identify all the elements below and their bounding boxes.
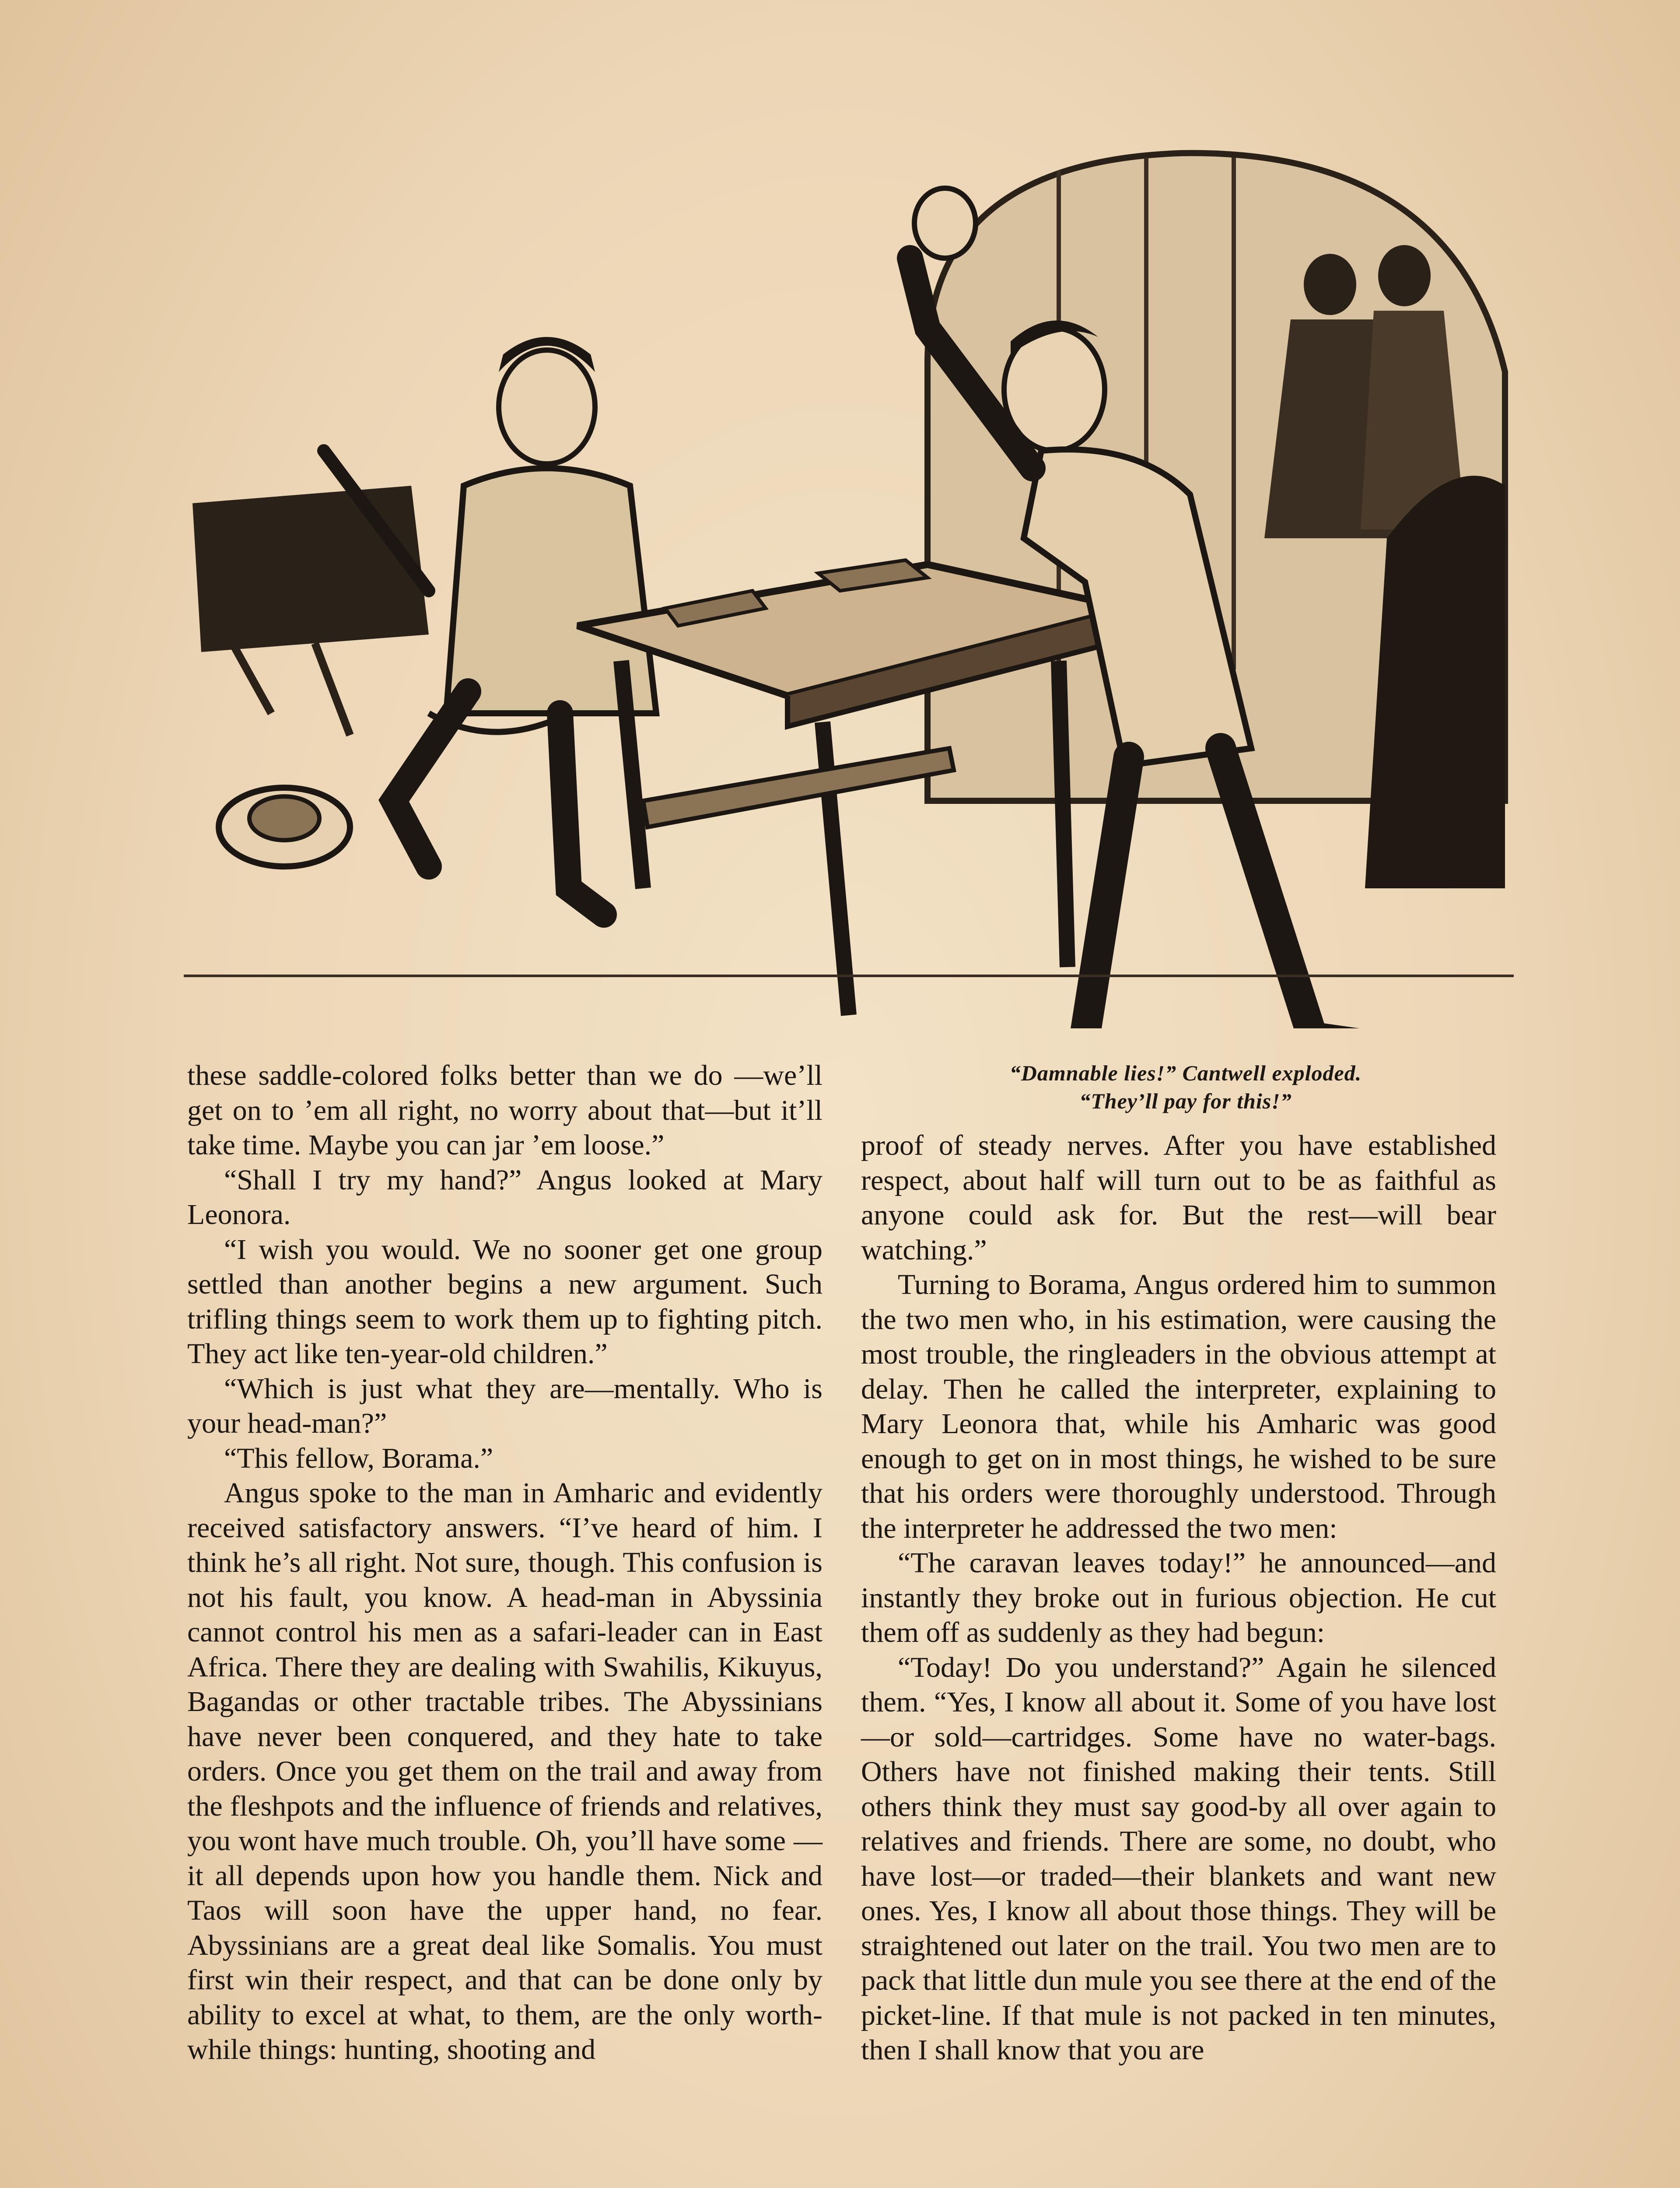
paragraph: “This fellow, Borama.” <box>224 1442 494 1474</box>
illustration-two-men-at-table-icon <box>184 144 1514 1028</box>
paragraph: “The caravan leaves today!” he announced—and instantly they broke out in furious objection. He cut them off as suddenly as they had begun: <box>861 1547 1496 1648</box>
caption-line-1: “Damnable lies!” Cantwell exploded. <box>1009 1061 1362 1085</box>
paragraph: “Which is just what they are—mentally. Who is your head-man?” <box>187 1372 822 1439</box>
illustration-caption <box>871 1059 1501 1115</box>
story-illustration <box>184 144 1514 1028</box>
paragraph: these saddle-colored folks better than we do —we’ll get on to ’em all right, no worry about that—but it’ll take time. Maybe you can jar ’em loose.” <box>187 1059 822 1161</box>
paragraph: Angus spoke to the man in Amharic and evidently received satisfactory answers. “I’ve heard of him. I think he’s all right. Not sure, though. This confusion is not his fault, you know. A head-man in Abyssinia cannot control his men as a safari-leader can in East Africa. There they are dealing with Swahilis, Kikuyus, Bagandas or other tractable tribes. The Abyssinians have never been conquered, and they hate to take orders. Once you get them on the trail and away from the fleshpots and the influence of friends and relatives, you wont have much trouble. Oh, you’ll have some —it all depends upon how you handle them. Nick and Taos will soon have the upper hand, no fear. Abyssinians are a great deal like Somalis. You must first win their respect, and that can be done only by ability to excel at what, to them, are the only worth-while things: hunting, shooting and <box>187 1477 822 2065</box>
paragraph: Turning to Borama, Angus ordered him to summon the two men who, in his estimation, were causing the most trouble, the ringleaders in the obvious attempt at delay. Then he called the interpreter, explaining to Mary Leonora that, while his Amharic was good enough to get on in most things, he wished to be sure that his orders were thoroughly understood. Through the interpreter he addressed the two men: <box>861 1269 1496 1544</box>
caption-line-2: “They’ll pay for this!” <box>1079 1089 1292 1113</box>
left-text-column <box>187 1058 822 2067</box>
right-text-column <box>861 1128 1496 2068</box>
paragraph: “Shall I try my hand?” Angus looked at Mary Leonora. <box>187 1164 822 1231</box>
paragraph: “I wish you would. We no sooner get one group settled than another begins a new argument. Such trifling things seem to work them up to fighting pitch. They act like ten-year-old children.” <box>187 1233 822 1370</box>
paragraph: “Today! Do you understand?” Again he silenced them. “Yes, I know all about it. Some of you have lost—or sold—cartridges. Some have no water-bags. Others have not finished making their tents. Still others think they must say good-by all over again to relatives and friends. There are some, no doubt, who have lost—or traded—their blankets and want new ones. Yes, I know all about those things. They will be straightened out later on the trail. You two men are to pack that little dun mule you see there at the end of the picket-line. If that mule is not packed in ten minutes, then I shall know that you are <box>861 1651 1496 2066</box>
paragraph: proof of steady nerves. After you have established respect, about half will turn out to be as faithful as anyone could ask for. But the rest—will bear watching.” <box>861 1129 1496 1266</box>
